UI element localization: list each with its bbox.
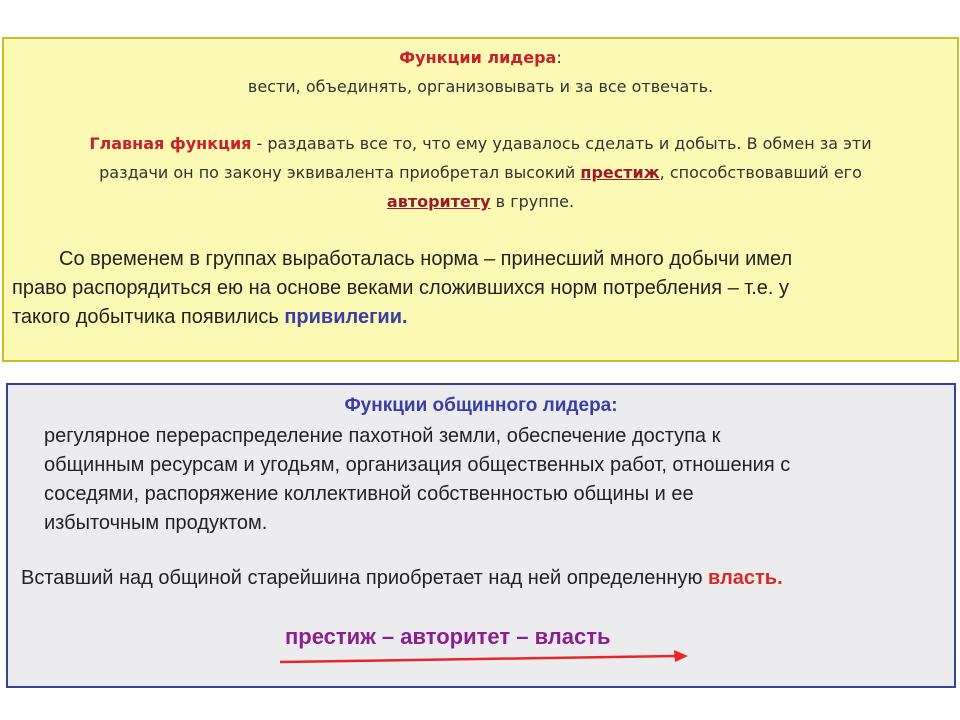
main-function-label: Главная функция <box>89 134 252 153</box>
community-text-line4: избыточным продуктом. <box>44 512 268 534</box>
prestige-authority-power-chain: престиж – авторитет – власть <box>285 624 611 649</box>
community-text-line2: общинным ресурсам и угодьям, организация общественных работ, отношения с <box>44 454 791 476</box>
norm-line2: право распорядиться ею на основе веками сложившихся норм потребления – т.е. у <box>12 277 789 299</box>
norm-line3-prefix: такого добытчика появились <box>12 306 285 328</box>
norm-line1: Со временем в группах выработалась норма – принесший много добычи имел <box>59 248 793 270</box>
main-function-line3 <box>4 192 957 211</box>
prestige-term: престиж <box>580 163 660 182</box>
main-function-line1 <box>4 134 957 153</box>
community-text-line1: регулярное перераспределение пахотной земли, обеспечение доступа к <box>44 425 721 447</box>
main-function-line2 <box>4 163 957 182</box>
community-leader-heading: Функции общинного лидера: <box>344 395 618 416</box>
heading-colon: : <box>556 48 562 67</box>
line2-suffix: , способствовавший его <box>659 163 862 182</box>
authority-term: авторитету <box>386 192 491 211</box>
community-leader-box <box>6 383 956 688</box>
elder-power-line <box>21 567 783 590</box>
community-text-line3: соседями, распоряжение коллективной собственностью общины и ее <box>44 483 694 505</box>
power-term: власть. <box>708 567 783 589</box>
line3-suffix: в группе. <box>490 192 575 211</box>
elder-prefix: Вставший над общиной старейшина приобретает над ней определенную <box>21 567 709 589</box>
chain-arrow-icon <box>276 647 696 669</box>
leader-functions-heading-label: Функции лидера <box>399 48 557 67</box>
leader-functions-box <box>2 37 959 362</box>
line2-prefix: раздачи он по закону эквивалента приобретал высокий <box>99 163 581 182</box>
main-function-text: - раздавать все то, что ему удавалось сделать и добыть. В обмен за эти <box>251 134 872 153</box>
norm-line3 <box>12 306 408 329</box>
leader-duties: вести, объединять, организовывать и за все отвечать. <box>247 77 714 96</box>
privileges-term: привилегии. <box>284 306 408 328</box>
leader-functions-heading <box>4 48 957 67</box>
